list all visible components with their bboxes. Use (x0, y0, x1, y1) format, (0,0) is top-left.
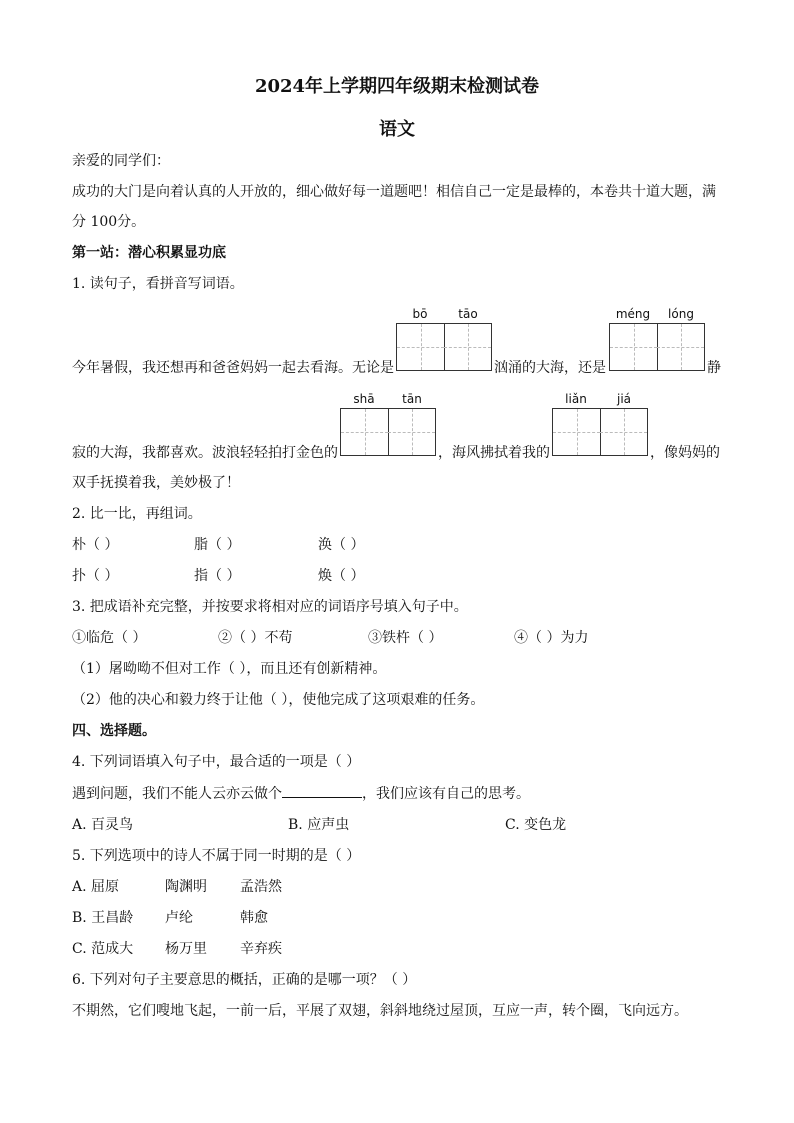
q3-idiom[interactable]: ②（ ）不苟 (218, 630, 293, 646)
writing-box-menglong[interactable] (609, 323, 705, 371)
q4-sentence-a: 遇到问题，我们不能人云亦云做个 (72, 786, 282, 802)
q3-prompt: 3. 把成语补充完整，并按要求将相对应的词语序号填入句子中。 (72, 599, 468, 615)
q4-sentence-b: ，我们应该有自己的思考。 (362, 786, 530, 802)
writing-box-lianjia[interactable] (552, 408, 648, 456)
writing-box-shatan[interactable] (340, 408, 436, 456)
q4-option-c[interactable]: C. 变色龙 (505, 817, 567, 833)
intro-line-1: 成功的大门是向着认真的人开放的，细心做好每一道题吧！相信自己一定是最棒的，本卷共十道大题，满 (72, 184, 716, 200)
q1-sentence-1b: 汹涌的大海，还是 (494, 360, 606, 376)
q5-option-b[interactable]: B. 王昌龄 (72, 910, 134, 926)
q1-sentence-1a: 今年暑假，我还想再和爸爸妈妈一起去看海。无论是 (72, 360, 394, 376)
pinyin-label: bō (412, 307, 428, 321)
q2-item[interactable]: 朴（ ） (72, 537, 119, 553)
q6-prompt: 6. 下列对句子主要意思的概括，正确的是哪一项？（ ） (72, 972, 417, 988)
q5-prompt: 5. 下列选项中的诗人不属于同一时期的是（ ） (72, 848, 361, 864)
q1-sentence-2a: 寂的大海，我都喜欢。波浪轻轻拍打金色的 (72, 445, 338, 461)
q4-sentence (72, 783, 530, 804)
q5-poet: 杨万里 (165, 941, 207, 957)
section-heading-4: 四、选择题。 (72, 723, 156, 739)
pinyin-label: tāo (458, 307, 478, 321)
q2-item[interactable]: 涣（ ） (318, 537, 365, 553)
q5-poet: 辛弃疾 (240, 941, 282, 957)
q1-sentence-2b: ，海风拂拭着我的 (438, 445, 550, 461)
q1-sentence-2c: ，像妈妈的 (650, 445, 720, 461)
q5-option-c[interactable]: C. 范成大 (72, 941, 134, 957)
intro-line-2: 分 100分。 (72, 214, 146, 230)
q5-poet: 孟浩然 (240, 879, 282, 895)
q4-answer-blank[interactable] (282, 783, 362, 798)
q3-idiom[interactable]: ④（ ）为力 (514, 630, 589, 646)
q5-poet: 韩愈 (240, 910, 268, 926)
pinyin-label: lóng (668, 307, 694, 321)
subject-title: 语文 (379, 119, 415, 140)
pinyin-label: tān (402, 392, 422, 406)
q2-item[interactable]: 脂（ ） (194, 537, 241, 553)
q4-option-b[interactable]: B. 应声虫 (288, 817, 350, 833)
writing-box-botao[interactable] (396, 323, 492, 371)
q1-sentence-3: 双手抚摸着我，美妙极了！ (72, 475, 240, 491)
q1-prompt: 1. 读句子，看拼音写词语。 (72, 276, 244, 292)
pinyin-label: shā (353, 392, 375, 406)
greeting: 亲爱的同学们： (72, 153, 170, 169)
pinyin-label: liǎn (565, 392, 587, 406)
exam-title: 2024年上学期四年级期末检测试卷 (254, 76, 540, 97)
q2-prompt: 2. 比一比，再组词。 (72, 506, 202, 522)
section-heading-1: 第一站：潜心积累显功底 (72, 245, 226, 261)
q4-option-a[interactable]: A. 百灵鸟 (72, 817, 134, 833)
q3-idiom[interactable]: ①临危（ ） (72, 630, 147, 646)
q3-idiom[interactable]: ③铁杵（ ） (368, 630, 443, 646)
q5-poet: 卢纶 (165, 910, 193, 926)
q2-item[interactable]: 扑（ ） (72, 568, 119, 584)
q2-item[interactable]: 焕（ ） (318, 568, 365, 584)
q6-sentence: 不期然，它们嗖地飞起，一前一后，平展了双翅，斜斜地绕过屋顶，互应一声，转个圈，飞向远方。 (72, 1003, 688, 1019)
pinyin-label: méng (615, 307, 651, 321)
q5-option-a[interactable]: A. 屈原 (72, 879, 120, 895)
q3-sentence-1[interactable]: （1）屠呦呦不但对工作（ ），而且还有创新精神。 (72, 661, 387, 677)
q2-item[interactable]: 指（ ） (194, 568, 241, 584)
q4-prompt: 4. 下列词语填入句子中，最合适的一项是（ ） (72, 754, 361, 770)
q5-poet: 陶渊明 (165, 879, 207, 895)
q1-sentence-1c: 静 (707, 360, 721, 376)
pinyin-label: jiá (616, 392, 632, 406)
q3-sentence-2[interactable]: （2）他的决心和毅力终于让他（ ），使他完成了这项艰难的任务。 (72, 692, 485, 708)
